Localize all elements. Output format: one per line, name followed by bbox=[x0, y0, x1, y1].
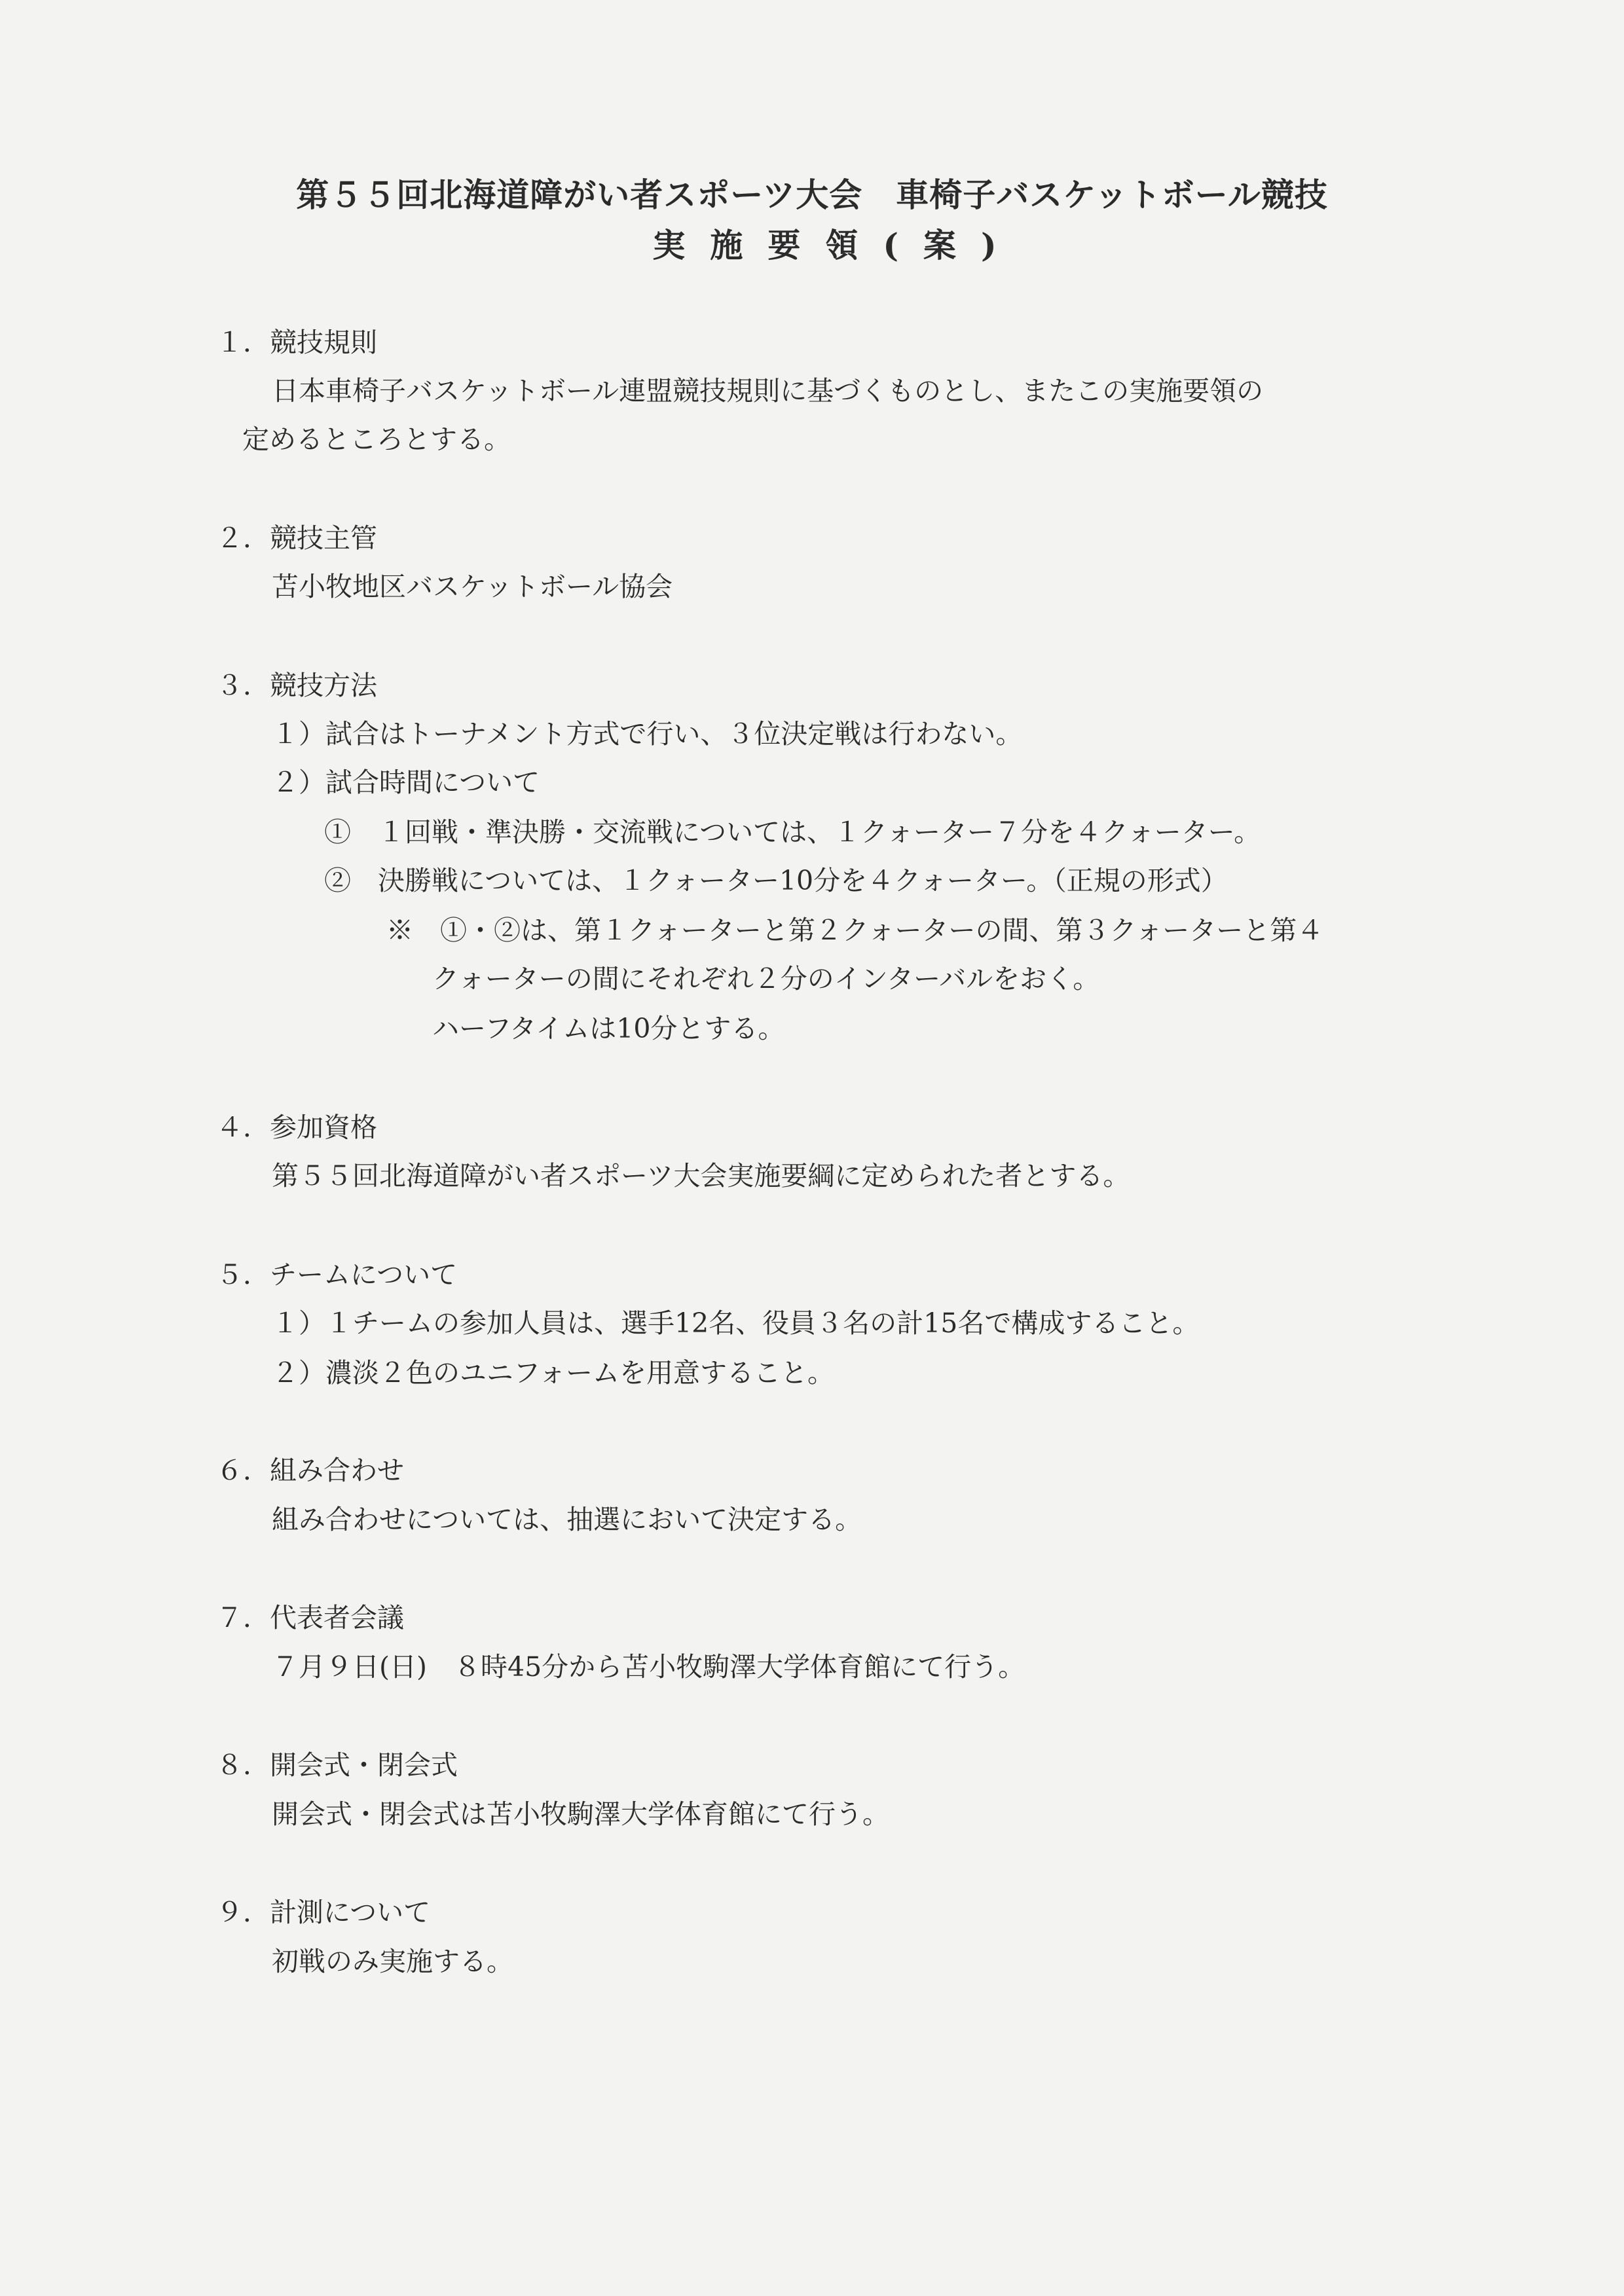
section-body-line: 初戦のみ実施する。 bbox=[272, 1946, 513, 1977]
list-item: ２）濃淡２色のユニフォームを用意すること。 bbox=[272, 1357, 834, 1389]
sub-list-item: ② 決勝戦については、１クォーター10分を４クォーター。（正規の形式） bbox=[324, 865, 1228, 896]
section-heading: １．競技規則 bbox=[216, 327, 377, 358]
list-item: １）１チームの参加人員は、選手12名、役員３名の計15名で構成すること。 bbox=[272, 1307, 1200, 1339]
sub-list-item: ① １回戦・準決勝・交流戦については、１クォーター７分を４クォーター。 bbox=[324, 816, 1261, 848]
section-body-line: 日本車椅子バスケットボール連盟競技規則に基づくものとし、またこの実施要領の bbox=[272, 375, 1264, 407]
document-subtitle: 実施要領(案) bbox=[652, 226, 1022, 264]
list-item: １）試合はトーナメント方式で行い、３位決定戦は行わない。 bbox=[272, 718, 1023, 750]
section-heading: ９．計測について bbox=[216, 1897, 431, 1928]
section-heading: ５．チームについて bbox=[216, 1259, 458, 1290]
section-body-line: 組み合わせについては、抽選において決定する。 bbox=[272, 1504, 862, 1535]
section-heading: ４．参加資格 bbox=[216, 1112, 377, 1143]
section-heading: ８．開会式・閉会式 bbox=[216, 1749, 458, 1781]
note-line: ハーフタイムは10分とする。 bbox=[432, 1013, 785, 1044]
section-body-line: 第５５回北海道障がい者スポーツ大会実施要綱に定められた者とする。 bbox=[272, 1160, 1130, 1192]
section-body-line: 開会式・閉会式は苫小牧駒澤大学体育館にて行う。 bbox=[272, 1798, 889, 1830]
note-line: クォーターの間にそれぞれ２分のインターバルをおく。 bbox=[432, 963, 1100, 994]
section-heading: ６．組み合わせ bbox=[216, 1455, 404, 1486]
section-body-line: ７月９日(日) ８時45分から苫小牧駒澤大学体育館にて行う。 bbox=[272, 1651, 1025, 1683]
list-item: ２）試合時間について bbox=[272, 767, 540, 798]
section-body-line: 苫小牧地区バスケットボール協会 bbox=[272, 571, 673, 602]
note-line: ※ ①・②は、第１クォーターと第２クォーターの間、第３クォーターと第４ bbox=[386, 915, 1324, 946]
section-body-line: 定めるところとする。 bbox=[242, 424, 511, 455]
document-title: 第５５回北海道障がい者スポーツ大会 車椅子バスケットボール競技 bbox=[296, 175, 1328, 214]
section-heading: ３．競技方法 bbox=[216, 670, 377, 701]
section-heading: ７．代表者会議 bbox=[216, 1602, 404, 1633]
section-heading: ２．競技主管 bbox=[216, 522, 377, 554]
